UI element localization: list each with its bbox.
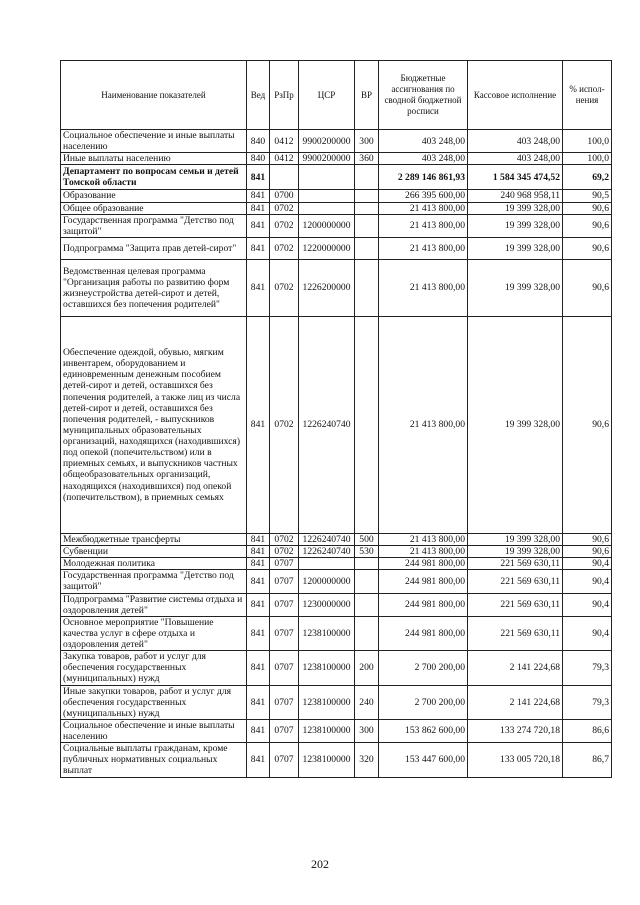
cell-pct: 90,4 [563,593,612,616]
cell-ved: 841 [247,570,270,593]
table-row [61,237,612,259]
cell-name: Ведомственная целевая программа "Организация работы по развитию форм жизнеустройства детей-сирот и детей, оставшихся без попечения родителей" [61,259,247,316]
cell-budget: 21 413 800,00 [379,259,468,316]
table-row [61,202,612,214]
table-row [61,570,612,593]
cell-vr: 240 [355,685,379,719]
cell-budget: 244 981 800,00 [379,570,468,593]
cell-budget: 2 700 200,00 [379,651,468,685]
cell-name: Социальные выплаты гражданам, кроме публичных нормативных социальных выплат [61,743,247,777]
cell-cash: 19 399 328,00 [468,237,563,259]
cell-cash: 19 399 328,00 [468,214,563,237]
header-cash: Кассовое исполнение [468,61,563,130]
cell-cash: 221 569 630,11 [468,616,563,650]
cell-csr [299,165,355,190]
cell-csr: 1238100000 [299,743,355,777]
cell-ved: 841 [247,165,270,190]
table-row [61,719,612,742]
cell-rzpr [270,165,299,190]
cell-cash: 19 399 328,00 [468,546,563,558]
cell-budget: 153 447 600,00 [379,743,468,777]
table-row [61,743,612,777]
cell-budget: 21 413 800,00 [379,533,468,545]
cell-ved: 841 [247,190,270,202]
cell-rzpr: 0707 [270,558,299,570]
table-row [61,546,612,558]
cell-cash: 221 569 630,11 [468,570,563,593]
cell-cash: 133 005 720,18 [468,743,563,777]
cell-vr: 300 [355,130,379,153]
cell-ved: 841 [247,237,270,259]
cell-budget: 403 248,00 [379,153,468,165]
table-row [61,190,612,202]
cell-csr: 9900200000 [299,130,355,153]
cell-csr: 1226240740 [299,546,355,558]
cell-cash: 403 248,00 [468,153,563,165]
cell-pct: 90,6 [563,214,612,237]
cell-ved: 841 [247,743,270,777]
cell-pct: 90,5 [563,190,612,202]
table-row [61,130,612,153]
cell-rzpr: 0702 [270,202,299,214]
cell-pct: 79,3 [563,651,612,685]
cell-cash: 133 274 720,18 [468,719,563,742]
table-row [61,558,612,570]
cell-vr: 500 [355,533,379,545]
cell-budget: 266 395 600,00 [379,190,468,202]
cell-rzpr: 0707 [270,685,299,719]
cell-csr: 1220000000 [299,237,355,259]
cell-budget: 244 981 800,00 [379,593,468,616]
cell-budget: 21 413 800,00 [379,202,468,214]
cell-budget: 21 413 800,00 [379,214,468,237]
cell-csr: 1226200000 [299,259,355,316]
cell-rzpr: 0707 [270,743,299,777]
cell-csr: 1238100000 [299,651,355,685]
table-row [61,316,612,533]
cell-vr: 530 [355,546,379,558]
budget-table [60,60,612,778]
cell-pct: 86,6 [563,719,612,742]
cell-rzpr: 0707 [270,616,299,650]
cell-budget: 2 700 200,00 [379,685,468,719]
cell-budget: 153 862 600,00 [379,719,468,742]
cell-name: Государственная программа "Детство под защитой" [61,570,247,593]
cell-cash: 221 569 630,11 [468,558,563,570]
cell-pct: 90,6 [563,237,612,259]
table-row [61,165,612,190]
cell-rzpr: 0700 [270,190,299,202]
table-body [61,130,612,778]
table-row [61,153,612,165]
cell-cash: 19 399 328,00 [468,316,563,533]
cell-vr [355,593,379,616]
cell-rzpr: 0702 [270,533,299,545]
cell-pct: 69,2 [563,165,612,190]
cell-csr: 1238100000 [299,685,355,719]
cell-ved: 841 [247,685,270,719]
cell-vr [355,558,379,570]
table-row [61,685,612,719]
cell-rzpr: 0707 [270,719,299,742]
table-row [61,214,612,237]
cell-name: Иные закупки товаров, работ и услуг для обеспечения государственных (муниципальных) нужд [61,685,247,719]
header-budget: Бюджетные ассигнования по сводной бюджетной росписи [379,61,468,130]
table-row [61,533,612,545]
cell-name: Социальное обеспечение и иные выплаты населению [61,130,247,153]
cell-budget: 244 981 800,00 [379,558,468,570]
cell-name: Межбюджетные трансферты [61,533,247,545]
cell-ved: 841 [247,202,270,214]
cell-rzpr: 0707 [270,651,299,685]
header-name: Наименование показателей [61,61,247,130]
cell-cash: 2 141 224,68 [468,685,563,719]
cell-cash: 1 584 345 474,52 [468,165,563,190]
cell-csr [299,190,355,202]
cell-vr [355,214,379,237]
cell-cash: 19 399 328,00 [468,533,563,545]
table-row [61,593,612,616]
cell-csr [299,558,355,570]
cell-vr [355,316,379,533]
cell-budget: 21 413 800,00 [379,316,468,533]
cell-budget: 2 289 146 861,93 [379,165,468,190]
cell-ved: 841 [247,259,270,316]
cell-pct: 100,0 [563,130,612,153]
cell-ved: 841 [247,593,270,616]
cell-pct: 90,4 [563,558,612,570]
cell-vr: 320 [355,743,379,777]
cell-rzpr: 0412 [270,130,299,153]
cell-ved: 841 [247,546,270,558]
cell-rzpr: 0702 [270,237,299,259]
cell-rzpr: 0702 [270,546,299,558]
cell-csr: 1238100000 [299,616,355,650]
cell-name: Иные выплаты населению [61,153,247,165]
cell-name: Подпрограмма "Защита прав детей-сирот" [61,237,247,259]
cell-rzpr: 0702 [270,316,299,533]
table-row [61,259,612,316]
cell-vr [355,202,379,214]
cell-csr: 9900200000 [299,153,355,165]
cell-csr: 1200000000 [299,570,355,593]
table-row [61,651,612,685]
cell-rzpr: 0702 [270,214,299,237]
cell-name: Социальное обеспечение и иные выплаты населению [61,719,247,742]
cell-ved: 841 [247,214,270,237]
cell-ved: 841 [247,558,270,570]
cell-pct: 90,6 [563,533,612,545]
cell-name: Департамент по вопросам семьи и детей Томской области [61,165,247,190]
cell-name: Образование [61,190,247,202]
cell-vr [355,570,379,593]
cell-rzpr: 0707 [270,593,299,616]
cell-vr [355,259,379,316]
cell-csr: 1226240740 [299,533,355,545]
header-pct: % испол- нения [563,61,612,130]
cell-csr [299,202,355,214]
cell-vr [355,616,379,650]
header-csr: ЦСР [299,61,355,130]
cell-name: Субвенции [61,546,247,558]
cell-cash: 240 968 958,11 [468,190,563,202]
cell-ved: 841 [247,316,270,533]
cell-name: Закупка товаров, работ и услуг для обеспечения государственных (муниципальных) нужд [61,651,247,685]
cell-pct: 90,4 [563,616,612,650]
cell-name: Обеспечение одеждой, обувью, мягким инвентарем, оборудованием и единовременным денежным пособием детей-сирот и детей, оставшихся без попечения родителей, а также лиц из числа детей-сирот и детей, оставшихся без попечения родителей, - выпускников муниципальных образовательных организаций, находящихся (находившихся) под опекой (попечительством) или в приемных семьях, и выпускников частных общеобразовательных организаций, находящихся (находившихся) под опекой (попечительством), в приемных семьях [61,316,247,533]
cell-rzpr: 0702 [270,259,299,316]
cell-cash: 221 569 630,11 [468,593,563,616]
cell-name: Молодежная политика [61,558,247,570]
cell-csr: 1226240740 [299,316,355,533]
cell-csr: 1230000000 [299,593,355,616]
header-vr: ВР [355,61,379,130]
cell-name: Основное мероприятие "Повышение качества услуг в сфере отдыха и оздоровления детей" [61,616,247,650]
cell-ved: 840 [247,153,270,165]
cell-budget: 403 248,00 [379,130,468,153]
cell-pct: 90,6 [563,546,612,558]
cell-vr [355,237,379,259]
cell-vr: 200 [355,651,379,685]
cell-name: Подпрограмма "Развитие системы отдыха и оздоровления детей" [61,593,247,616]
cell-ved: 841 [247,651,270,685]
cell-cash: 2 141 224,68 [468,651,563,685]
cell-ved: 840 [247,130,270,153]
cell-ved: 841 [247,533,270,545]
cell-pct: 100,0 [563,153,612,165]
cell-pct: 90,4 [563,570,612,593]
header-rzpr: РзПр [270,61,299,130]
cell-ved: 841 [247,616,270,650]
cell-pct: 86,7 [563,743,612,777]
page-number: 202 [311,857,329,871]
cell-vr: 300 [355,719,379,742]
cell-vr [355,165,379,190]
cell-cash: 19 399 328,00 [468,259,563,316]
cell-name: Общее образование [61,202,247,214]
cell-cash: 403 248,00 [468,130,563,153]
header-ved: Вед [247,61,270,130]
cell-vr: 360 [355,153,379,165]
cell-pct: 90,6 [563,259,612,316]
cell-budget: 21 413 800,00 [379,546,468,558]
table-row [61,616,612,650]
cell-pct: 90,6 [563,202,612,214]
cell-csr: 1238100000 [299,719,355,742]
cell-vr [355,190,379,202]
cell-budget: 244 981 800,00 [379,616,468,650]
cell-rzpr: 0412 [270,153,299,165]
table-header-row [61,61,612,130]
cell-budget: 21 413 800,00 [379,237,468,259]
cell-pct: 90,6 [563,316,612,533]
cell-cash: 19 399 328,00 [468,202,563,214]
cell-csr: 1200000000 [299,214,355,237]
cell-rzpr: 0707 [270,570,299,593]
cell-pct: 79,3 [563,685,612,719]
cell-name: Государственная программа "Детство под защитой" [61,214,247,237]
cell-ved: 841 [247,719,270,742]
